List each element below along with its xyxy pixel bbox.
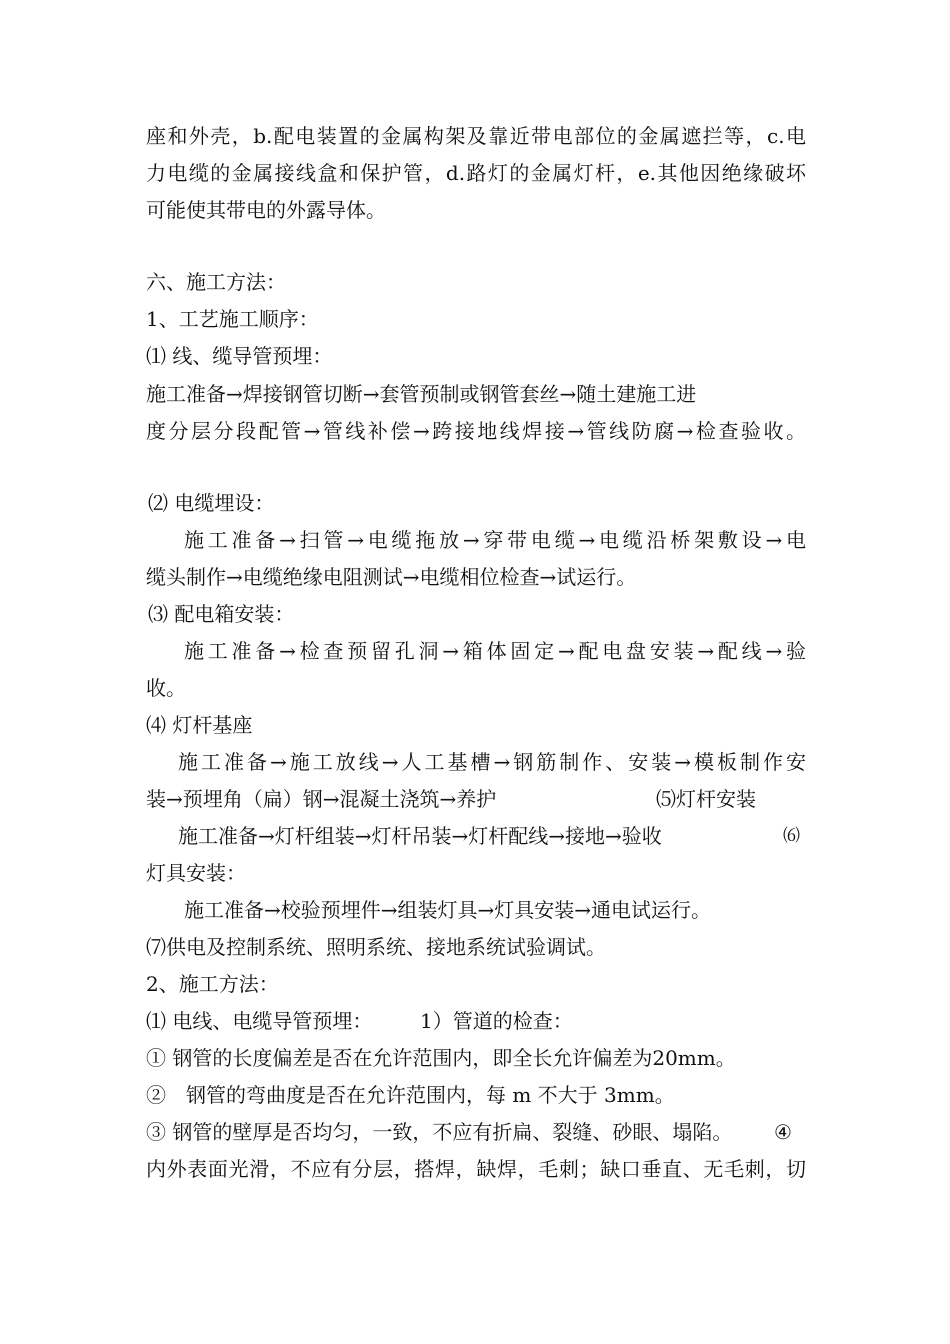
item-heading: ⑴ 电线、电缆导管预埋： xyxy=(146,1009,373,1033)
process-line: 施工准备→灯杆组装→灯杆吊装→灯杆配线→接地→验收 xyxy=(178,824,662,848)
item-heading: ⑷ 灯杆基座 xyxy=(146,713,253,737)
item-heading: ⑴ 线、缆导管预埋： xyxy=(146,344,333,368)
process-line: 施工准备→施工放线→人工基槽→钢筋制作、安装→模板制作安 xyxy=(178,750,806,774)
process-line: 施工准备→焊接钢管切断→套管预制或钢管套丝→随土建施工进 xyxy=(146,382,697,406)
item-heading: ⑺供电及控制系统、照明系统、接地系统试验调试。 xyxy=(146,935,606,959)
process-line: 缆头制作→电缆绝缘电阻测试→电缆相位检查→试运行。 xyxy=(146,565,637,589)
section-heading: 六、施工方法： xyxy=(146,270,286,294)
process-line: 施工准备→检查预留孔洞→箱体固定→配电盘安装→配线→验 xyxy=(184,639,806,663)
subsection-heading: 1、工艺施工顺序： xyxy=(146,307,319,331)
subsection-heading: 2、施工方法： xyxy=(146,972,279,996)
check-item: ③ 钢管的壁厚是否均匀，一致，不应有折扁、裂缝、砂眼、塌陷。 xyxy=(146,1120,733,1144)
sub-heading: 1）管道的检查： xyxy=(420,1009,573,1033)
item-heading: 灯具安装： xyxy=(146,861,246,885)
paragraph-line: 力电缆的金属接线盒和保护管，d.路灯的金属灯杆，e.其他因绝缘破坏 xyxy=(146,161,806,185)
process-line: 施工准备→扫管→电缆拖放→穿带电缆→电缆沿桥架敷设→电 xyxy=(184,528,806,552)
item-number: ⑹ xyxy=(783,826,800,846)
paragraph-line: 座和外壳，b.配电装置的金属构架及靠近带电部位的金属遮拦等，c.电 xyxy=(146,124,806,148)
process-line: 度分层分段配管→管线补偿→跨接地线焊接→管线防腐→检查验收。 xyxy=(146,419,806,443)
item-heading: ⑸灯杆安装 xyxy=(656,787,756,811)
process-line: 收。 xyxy=(146,676,186,700)
process-line: 施工准备→校验预埋件→组装灯具→灯具安装→通电试运行。 xyxy=(184,898,712,922)
item-heading: ⑵ 电缆埋设： xyxy=(148,491,275,515)
item-number: ④ xyxy=(774,1120,792,1144)
check-item: 内外表面光滑，不应有分层，搭焊，缺焊，毛刺；缺口垂直、无毛刺，切 xyxy=(146,1157,806,1181)
item-heading: ⑶ 配电箱安装： xyxy=(148,602,295,626)
process-line: 装→预埋角（扁）钢→混凝土浇筑→养护 xyxy=(146,787,497,811)
check-item: ① 钢管的长度偏差是否在允许范围内，即全长允许偏差为20mm。 xyxy=(146,1046,736,1070)
check-item: ② 钢管的弯曲度是否在允许范围内，每 m 不大于 3mm。 xyxy=(146,1083,675,1107)
paragraph-line: 可能使其带电的外露导体。 xyxy=(146,198,386,222)
